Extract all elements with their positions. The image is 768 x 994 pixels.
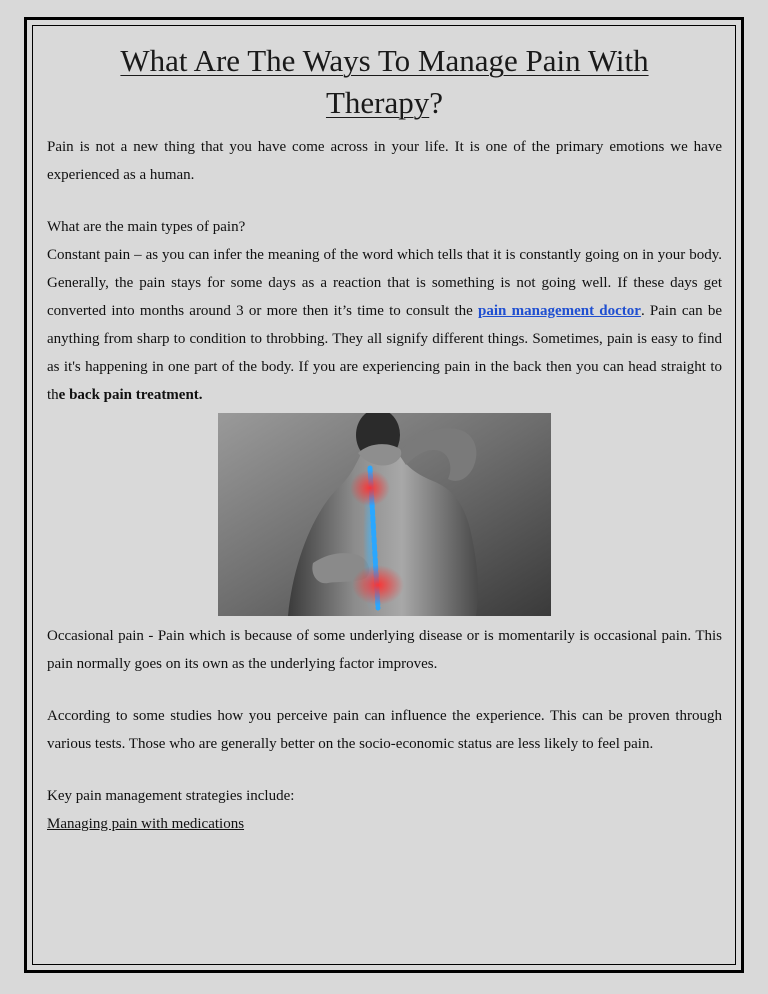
back-pain-image	[218, 413, 551, 616]
lower-back-pain-highlight	[352, 565, 404, 605]
intro-paragraph: Pain is not a new thing that you have come across in your life. It is one of the primary emotions we have experienced as a human.	[47, 139, 722, 183]
pain-management-doctor-link[interactable]: pain management doctor	[478, 303, 641, 319]
constant-pain-text: Constant pain – as you can infer the meaning of the word which tells that it is constantly going on in your body. Generally, the pain stays for some days as a reaction that is something is not going well. If these days get converted into months around 3 or more then it’s time to consult the	[47, 247, 722, 319]
title-line-2-underlined: Therapy	[325, 85, 430, 120]
document-body	[47, 40, 722, 838]
back-pain-illustration	[218, 413, 551, 616]
constant-pain-text-continued: . Pain can be anything from sharp to condition to throbbing. They all signify different things. Sometimes, pain is easy to find as it's happening in one part of the body. If you are experiencing pain in the back then you can head straight to th	[47, 303, 723, 403]
types-heading: What are the main types of pain?	[47, 219, 246, 235]
page-title	[47, 40, 722, 124]
studies-paragraph: According to some studies how you perceive pain can influence the experience. This can be proven through various tests. Those who are generally better on the socio-economic status are less likely to feel pain.	[47, 708, 722, 752]
strategies-heading: Key pain management strategies include:	[47, 788, 295, 804]
constant-pain-paragraph	[47, 241, 722, 409]
strategy-medications: Managing pain with medications	[47, 816, 245, 832]
title-line-2-tail: ?	[429, 85, 444, 120]
occasional-pain-paragraph: Occasional pain - Pain which is because of some underlying disease or is momentarily is occasional pain. This pain normally goes on its own as the underlying factor improves.	[47, 628, 722, 672]
neck-pain-highlight	[350, 470, 390, 506]
title-line-1: What Are The Ways To Manage Pain With	[120, 43, 649, 78]
back-pain-treatment-text: e back pain treatment.	[58, 387, 203, 403]
